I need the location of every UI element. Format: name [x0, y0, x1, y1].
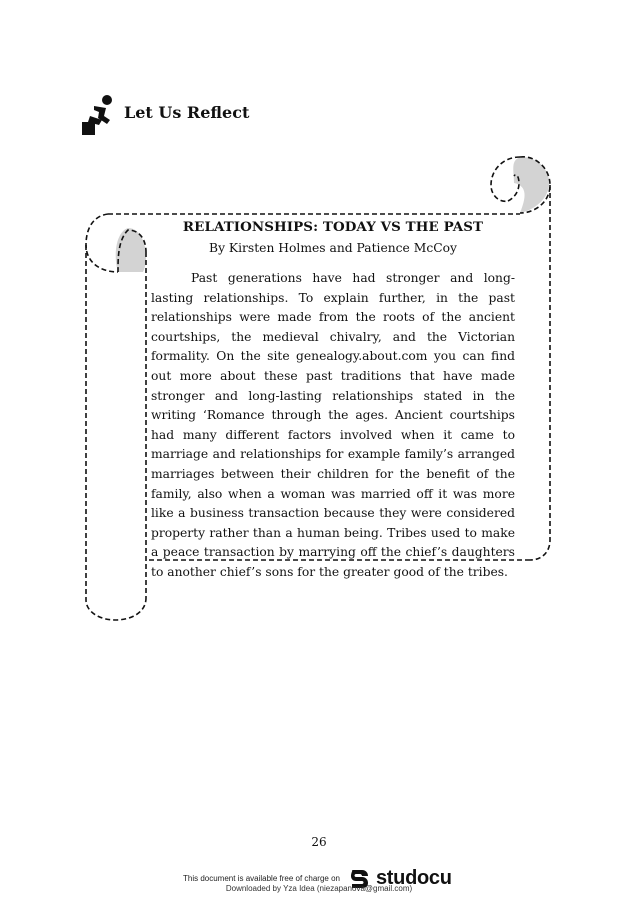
section-title: Let Us Reflect [124, 102, 250, 122]
availability-text: This document is available free of charge on [183, 873, 340, 883]
article-byline: By Kirsten Holmes and Patience McCoy [209, 241, 457, 255]
scroll-curl-left [116, 228, 146, 272]
downloaded-by: Downloaded by Yza Idea (niezapanova@gmail.com) [225, 884, 413, 893]
studocu-wordmark: studocu [375, 866, 452, 889]
page-number: 26 [311, 835, 327, 849]
article-title: RELATIONSHIPS: TODAY VS THE PAST [182, 219, 484, 235]
article-body: Past generations have had stronger and long-lasting relationships. To explain further, in the past relationships were made from the roots of the ancient courtships, the medieval chivalry, and the Victorian formality. On the site genealogy.about.com you can find out more about these past traditions that have made stronger and long-lasting relationships stated in the writing ‘Romance through the ages. Ancient courtships had many different factors involved when it came to marriage and relationships for example family’s arranged marriages between their children for the benefit of the family, also when a woman was married off it was more like a business transaction because they were considered property rather than a human being. Tribes used to make a peace transaction by marrying off the chief’s daughters to another chief’s sons for the greater good of the tribes. [151, 271, 515, 579]
article [151, 219, 515, 583]
